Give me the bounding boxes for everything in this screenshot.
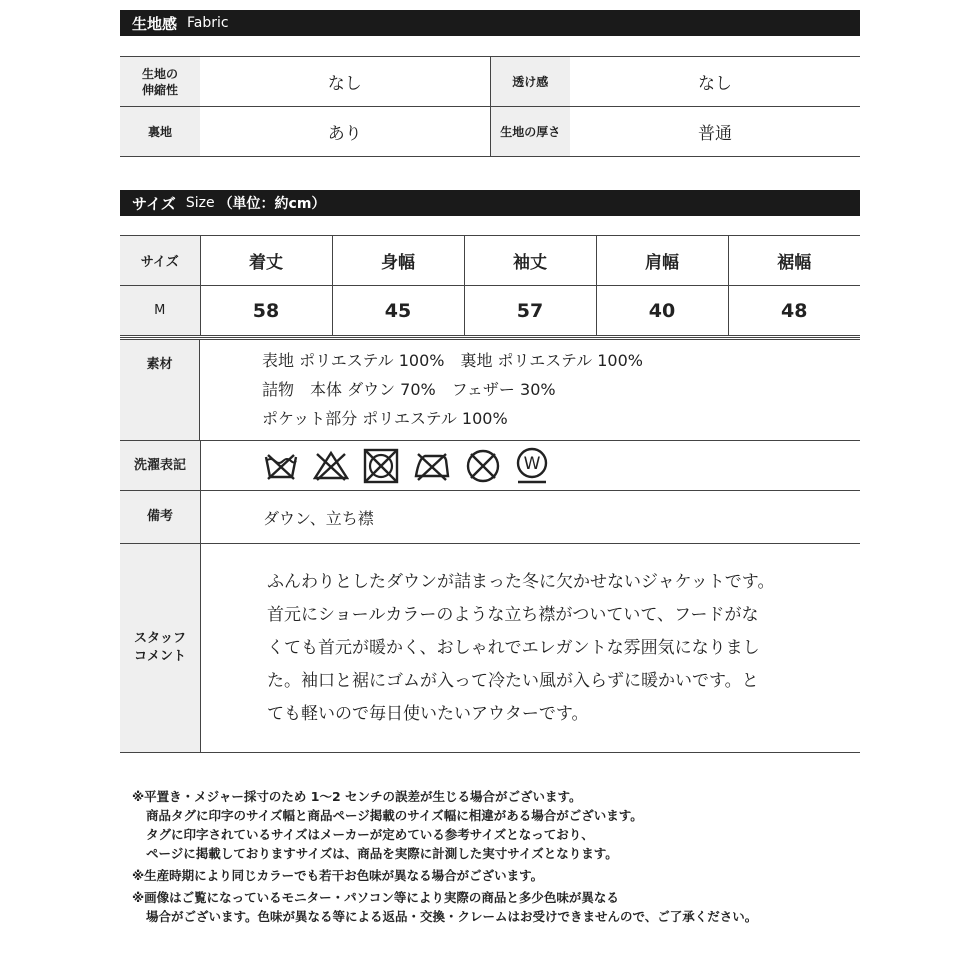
no-dry-clean-icon xyxy=(465,448,501,484)
note-line: ※生産時期により同じカラーでも若干お色味が異なる場合がございます。 xyxy=(132,868,544,883)
size-table xyxy=(120,235,860,336)
no-bleach-icon xyxy=(313,450,349,482)
staff-comment-label: スタッフ コメント xyxy=(120,544,201,752)
laundry-icons xyxy=(201,441,549,490)
laundry-label: 洗濯表記 xyxy=(120,441,201,490)
width-cell: 45 xyxy=(332,286,464,336)
wet-clean-icon xyxy=(515,447,549,485)
size-col-header: サイズ xyxy=(120,236,200,286)
shoulder-col-header: 肩幅 xyxy=(596,236,728,286)
hem-col-header: 裾幅 xyxy=(728,236,860,286)
disclaimer-notes xyxy=(132,787,757,926)
staff-comment-row xyxy=(120,544,860,753)
product-info xyxy=(120,337,860,753)
no-tumble-dry-icon xyxy=(363,448,399,484)
size-cell: M xyxy=(120,286,200,336)
width-col-header: 身幅 xyxy=(332,236,464,286)
thickness-value: 普通 xyxy=(570,107,860,157)
fabric-row xyxy=(120,57,860,107)
size-section-header xyxy=(120,190,860,216)
material-line: 表地 ポリエステル 100% 裏地 ポリエステル 100% xyxy=(262,351,643,370)
material-row xyxy=(120,340,860,441)
lining-label: 裏地 xyxy=(120,107,200,157)
laundry-row xyxy=(120,441,860,491)
note-line: 商品タグに印字のサイズ幅と商品ページ掲載のサイズ幅に相違がある場合がございます。 xyxy=(146,808,643,823)
material-line: 詰物 本体 ダウン 70% フェザー 30% xyxy=(262,380,556,399)
comment-line: ても軽いので毎日使いたいアウターです。 xyxy=(267,703,589,724)
note-line: 場合がございます。色味が異なる等による返品・交換・クレームはお受けできませんので、ご了承ください。 xyxy=(146,909,758,924)
comment-line: くても首元が暖かく、おしゃれでエレガントな雰囲気になりまし xyxy=(267,637,760,658)
stretch-value: なし xyxy=(200,57,490,107)
remarks-text: ダウン、立ち襟 xyxy=(263,508,374,528)
material-line: ポケット部分 ポリエステル 100% xyxy=(262,409,508,428)
sleeve-col-header: 袖丈 xyxy=(464,236,596,286)
size-row xyxy=(120,286,860,336)
sheerness-label: 透け感 xyxy=(490,57,570,107)
note-line: ページに掲載しておりますサイズは、商品を実際に計測した実寸サイズとなります。 xyxy=(146,846,618,861)
material-body xyxy=(200,340,643,440)
remarks-row xyxy=(120,491,860,544)
fabric-title-jp: 生地感 xyxy=(132,14,178,33)
staff-comment-body xyxy=(201,544,774,752)
size-unit: （単位：約cm） xyxy=(218,196,326,212)
fabric-section-header xyxy=(120,10,860,36)
no-iron-icon xyxy=(413,450,451,482)
hem-cell: 48 xyxy=(728,286,860,336)
lining-value: あり xyxy=(200,107,490,157)
note-line: ※画像はご覧になっているモニター・パソコン等により実際の商品と多少色味が異なる xyxy=(132,890,619,905)
length-col-header: 着丈 xyxy=(200,236,332,286)
no-wash-icon xyxy=(263,450,299,482)
fabric-row xyxy=(120,107,860,157)
sheerness-value: なし xyxy=(570,57,860,107)
svg-text:W: W xyxy=(523,453,541,474)
sleeve-cell: 57 xyxy=(464,286,596,336)
thickness-label: 生地の厚さ xyxy=(490,107,570,157)
note-line: タグに印字されているサイズはメーカーが定めている参考サイズとなっており、 xyxy=(146,827,594,842)
size-header-row xyxy=(120,236,860,286)
fabric-title-en: Fabric xyxy=(187,15,229,31)
length-cell: 58 xyxy=(200,286,332,336)
fabric-table xyxy=(120,56,860,157)
material-label: 素材 xyxy=(120,340,200,440)
comment-line: 首元にショールカラーのような立ち襟がついていて、フードがな xyxy=(267,604,759,625)
stretch-label: 生地の 伸縮性 xyxy=(120,57,200,107)
note-line: ※平置き・メジャー採寸のため 1～2 センチの誤差が生じる場合がございます。 xyxy=(132,789,582,804)
shoulder-cell: 40 xyxy=(596,286,728,336)
size-title-jp: サイズ xyxy=(132,194,176,213)
size-title-en: Size xyxy=(185,195,215,211)
remarks-label: 備考 xyxy=(120,491,201,543)
comment-line: ふんわりとしたダウンが詰まった冬に欠かせないジャケットです。 xyxy=(267,571,775,592)
comment-line: た。袖口と裾にゴムが入って冷たい風が入らずに暖かいです。と xyxy=(267,670,759,691)
